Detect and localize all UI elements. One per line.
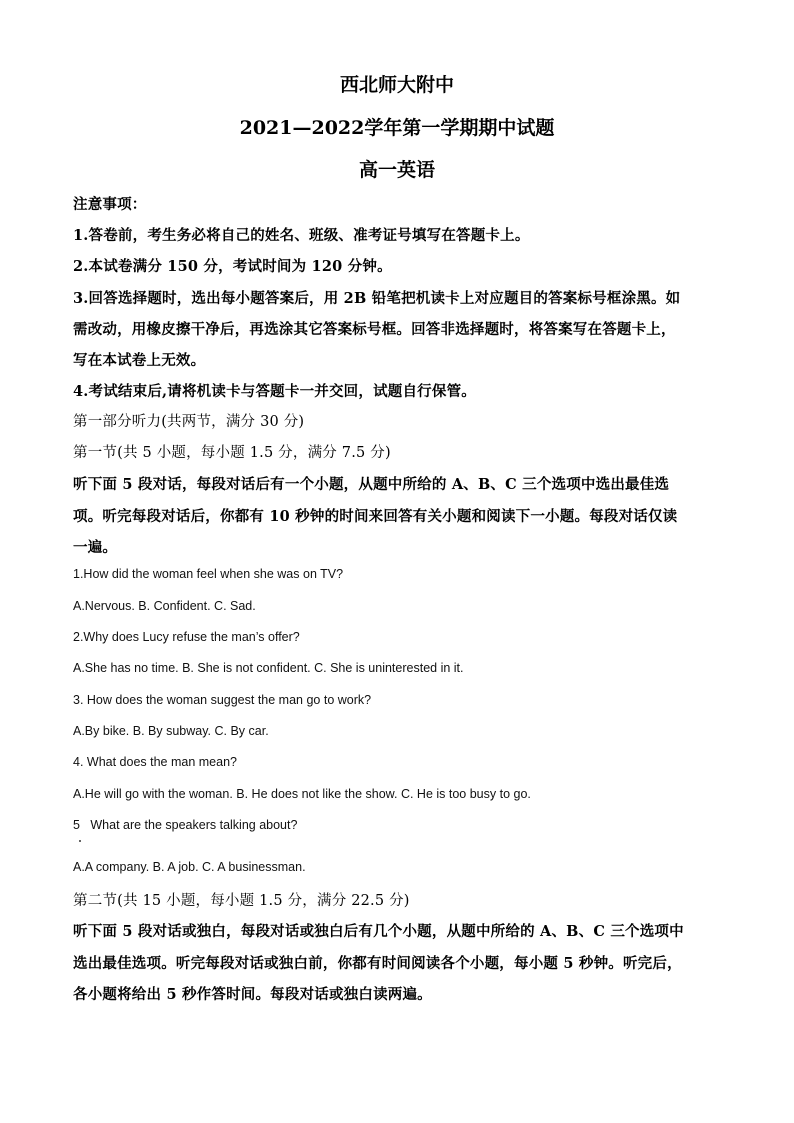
stray-dot: [79, 840, 81, 842]
question-2-options: A.She has no time. B. She is not confident. C. She is uninterested in it.: [73, 661, 464, 675]
question-3-options: A.By bike. B. By subway. C. By car.: [73, 724, 269, 738]
section2-instruction-line-3: 各小题将给出 5 秒作答时间。每段对话或独白读两遍。: [73, 986, 432, 1003]
subject-title: 高一英语: [358, 159, 435, 181]
question-5: 5 What are the speakers talking about?: [73, 818, 298, 832]
question-4-options: A.He will go with the woman. B. He does not like the show. C. He is too busy to go.: [73, 787, 531, 801]
school-name: 西北师大附中: [339, 74, 454, 96]
section1-instruction-line-1: 听下面 5 段对话，每段对话后有一个小题，从题中所给的 A、B、C 三个选项中选出最佳选: [73, 476, 670, 493]
section2-title: 第二节(共 15 小题，每小题 1.5 分，满分 22.5 分): [73, 893, 410, 909]
section1-instruction-line-2: 项。听完每段对话后，你都有 10 秒钟的时间来回答有关小题和阅读下一小题。每段对话仅读: [73, 508, 678, 525]
section2-instruction-line-2: 选出最佳选项。听完每段对话或独白前，你都有时间阅读各个小题，每小题 5 秒钟。听完后，: [73, 955, 682, 972]
notice-item-3-line-2: 需改动，用橡皮擦干净后，再选涂其它答案标号框。回答非选择题时，将答案写在答题卡上，: [73, 321, 676, 338]
exam-title: 2021—2022学年第一学期期中试题: [239, 117, 555, 139]
question-3: 3. How does the woman suggest the man go to work?: [73, 693, 372, 707]
notice-item-1: 1.答卷前，考生务必将自己的姓名、班级、准考证号填写在答题卡上。: [73, 227, 530, 244]
notice-item-2: 2.本试卷满分 150 分，考试时间为 120 分钟。: [73, 258, 392, 275]
question-5-options: A.A company. B. A job. C. A businessman.: [73, 860, 306, 874]
question-1-options: A.Nervous. B. Confident. C. Sad.: [73, 599, 256, 613]
notice-item-4: 4.考试结束后,请将机读卡与答题卡一并交回，试题自行保管。: [73, 383, 476, 400]
section2-instruction-line-1: 听下面 5 段对话或独白，每段对话或独白后有几个小题，从题中所给的 A、B、C 三个选项中: [73, 923, 684, 940]
question-4: 4. What does the man mean?: [73, 755, 237, 769]
question-1: 1.How did the woman feel when she was on TV?: [73, 567, 344, 581]
notice-item-3-line-3: 写在本试卷上无效。: [73, 352, 206, 369]
notice-item-3-line-1: 3.回答选择题时，选出每小题答案后，用 2B 铅笔把机读卡上对应题目的答案标号框涂黑。如: [73, 290, 681, 307]
section1-instruction-line-3: 一遍。: [73, 539, 118, 556]
part1-title: 第一部分听力(共两节，满分 30 分): [73, 414, 305, 430]
section1-title: 第一节(共 5 小题，每小题 1.5 分，满分 7.5 分): [73, 445, 391, 461]
notice-heading: 注意事项：: [73, 196, 147, 213]
question-2: 2.Why does Lucy refuse the man’s offer?: [73, 630, 300, 644]
